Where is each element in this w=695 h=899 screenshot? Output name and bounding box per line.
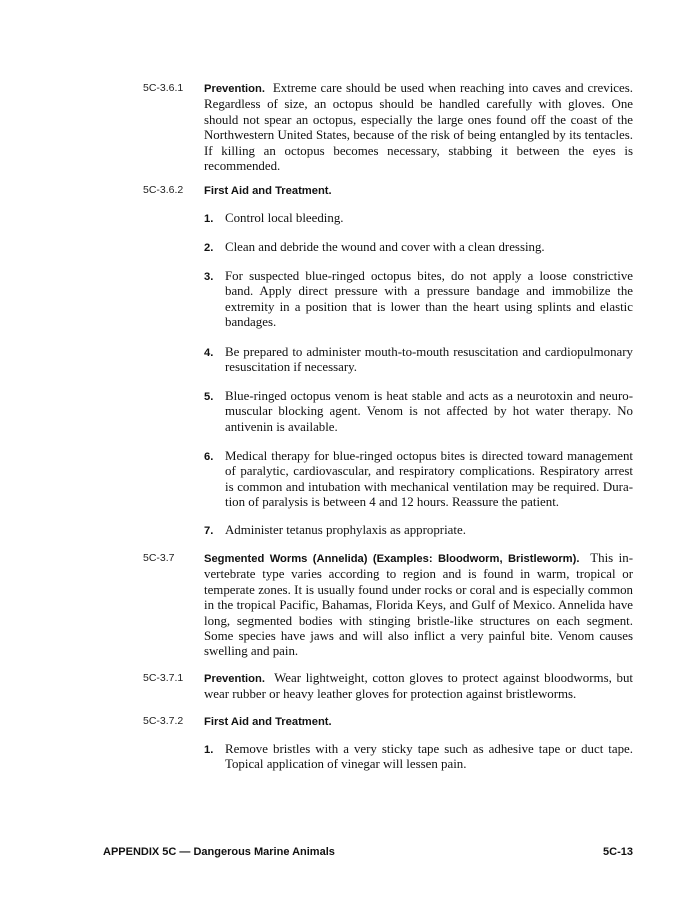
- footer-page-number: 5C-13: [603, 846, 633, 858]
- section-body: [204, 551, 633, 660]
- list-item-number: 2.: [204, 242, 214, 254]
- section-number: 5C-3.6.2: [143, 184, 184, 196]
- list-item-text: Medical therapy for blue-ringed octopus bites is directed toward management of paralytic, cardiovascular, and respiratory complications. Respiratory arrest is common and intubation with mechanical ventilation may be required. Dura-tion of paralysis is between 4 and 12 hours. Reassure the patient.: [225, 449, 633, 510]
- list-item-text: Remove bristles with a very sticky tape such as adhesive tape or duct tape. Topical application of vinegar will lessen pain.: [225, 742, 633, 772]
- list-item-text: Administer tetanus prophylaxis as appropriate.: [225, 523, 466, 537]
- list-item: [204, 449, 633, 511]
- footer-title: APPENDIX 5C — Dangerous Marine Animals: [103, 846, 335, 858]
- section-number: 5C-3.7.2: [143, 715, 184, 727]
- section-text: Wear lightweight, cotton gloves to protect against bloodworms, but wear rubber or heavy leather gloves for protection against bristleworms.: [204, 671, 633, 702]
- list-item-text: Clean and debride the wound and cover with a clean dressing.: [225, 240, 545, 254]
- list-item-text: Be prepared to administer mouth-to-mouth resuscitation and cardiopulmonary resuscitation if necessary.: [225, 345, 633, 375]
- list-item-number: 1.: [204, 744, 214, 756]
- list-item: [204, 523, 633, 538]
- section-heading: Prevention.: [204, 673, 265, 685]
- section-body: [204, 183, 633, 199]
- list-item-number: 7.: [204, 525, 214, 537]
- list-item-number: 5.: [204, 391, 214, 403]
- list-item-number: 1.: [204, 213, 214, 225]
- section-heading: Prevention.: [204, 83, 265, 95]
- list-item-number: 4.: [204, 347, 214, 359]
- list-item-text: Blue-ringed octopus venom is heat stable and acts as a neurotoxin and neuro-muscular blocking agent. Venom is not affected by hot water therapy. No antivenin is available.: [225, 389, 633, 434]
- section-heading: Segmented Worms (Annelida) (Examples: Bloodworm, Bristleworm).: [204, 553, 580, 565]
- list-item-text: For suspected blue-ringed octopus bites, do not apply a loose constrictive band. Apply direct pressure with a pressure bandage and immobilize the extremity in a position that is lower than the heart using splints and elastic bandages.: [225, 269, 633, 330]
- list-item-number: 6.: [204, 451, 214, 463]
- section-heading: First Aid and Treatment.: [204, 185, 332, 197]
- list-item: [204, 269, 633, 331]
- list-item: [204, 345, 633, 376]
- section-number: 5C-3.6.1: [143, 82, 184, 94]
- section-heading: First Aid and Treatment.: [204, 716, 332, 728]
- list-item-number: 3.: [204, 271, 214, 283]
- list-item: [204, 211, 633, 226]
- section-number: 5C-3.7: [143, 552, 175, 564]
- list-item: [204, 742, 633, 773]
- section-number: 5C-3.7.1: [143, 672, 184, 684]
- list-item: [204, 389, 633, 435]
- section-text: Extreme care should be used when reaching into caves and crevices. Regardless of size, an octopus should be handled carefully with gloves. One should not spear an octopus, especially the large ones found off the coast of the Northwestern United States, because of the risk of being entangled by its tentacles. If killing an octopus becomes necessary, stabbing it between the eyes is recommended.: [204, 81, 633, 174]
- section-text: This in-vertebrate type varies according to region and is found in warm, tropical or temperate zones. It is usually found under rocks or coral and is especially common in the tropical Pacific, Bahamas, Florida Keys, and Gulf of Mexico. Annelida have long, segmented bodies with stinging bristle-like structures on each segment. Some species have jaws and will also inflict a very painful bite. Venom causes swelling and pain.: [204, 551, 633, 659]
- section-body: [204, 671, 633, 703]
- list-item: [204, 240, 633, 255]
- section-body: [204, 81, 633, 174]
- list-item-text: Control local bleeding.: [225, 211, 344, 225]
- section-body: [204, 714, 633, 730]
